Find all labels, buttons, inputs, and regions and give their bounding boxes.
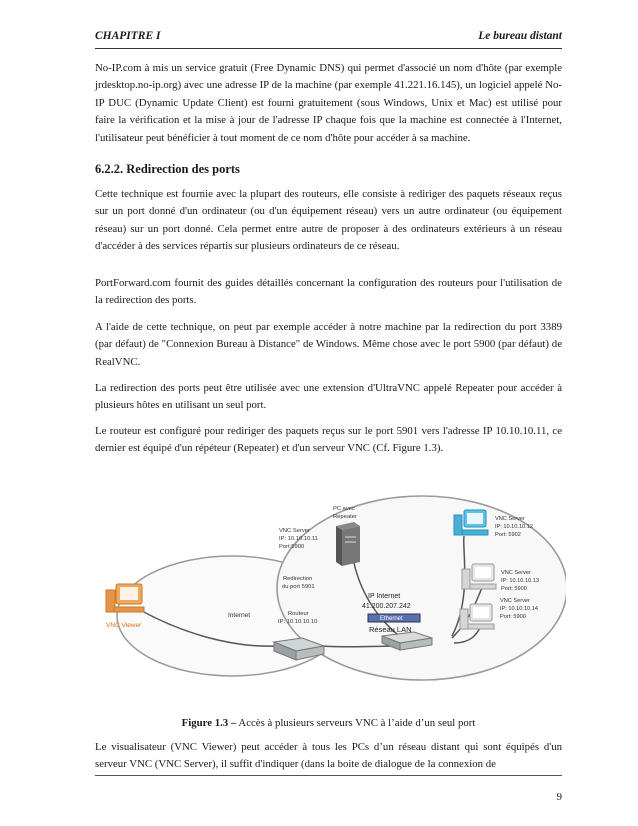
figure-caption bbox=[95, 717, 562, 729]
server2-port: Port: 5900 bbox=[501, 586, 527, 592]
lan-label: Réseau LAN bbox=[369, 625, 412, 634]
server2-name: VNC Server bbox=[501, 570, 531, 576]
section-title: Le bureau distant bbox=[478, 30, 562, 42]
server2-ip: IP: 10.10.10.13 bbox=[501, 578, 539, 584]
network-diagram bbox=[92, 488, 566, 700]
section-heading: 6.2.2. Redirection des ports bbox=[95, 162, 240, 176]
server3-ip: IP: 10.10.10.14 bbox=[500, 606, 538, 612]
main-server-name: VNC Server bbox=[279, 528, 310, 534]
header-rule bbox=[95, 48, 562, 49]
redirection-label-2: du port 5901 bbox=[282, 584, 315, 590]
routeur-ip: IP: 10.10.10.10 bbox=[278, 619, 318, 625]
paragraph-technique: Cette technique est fournie avec la plupart des routeurs, elle consiste à rediriger des paquets réseaux reçus sur un port donné d'un ordinateur (ou d'un équipement réseau) vers un autre ordinateur (ou équipement réseau) sur un port donné. Cela permet entre autre de proposer à des ordinateurs extérieurs à un réseau d'accéder à des services répartis sur plusieurs ordinateurs de ce réseau. bbox=[95, 188, 562, 253]
ip-internet-value: 41.200.207.242 bbox=[362, 603, 411, 610]
paragraph-example: A l'aide de cette technique, on peut par exemple accéder à notre machine par la redirection du port 3389 (par défaut) de "Connexion Bureau à Distance" de Windows. Même chose avec le port 5900 (par défaut) de RealVNC. bbox=[95, 321, 562, 368]
pc-repeater-label-2: Repeater bbox=[333, 514, 357, 520]
pc-repeater-label-1: PC avec bbox=[333, 506, 355, 512]
figure-caption-text: Accès à plusieurs serveurs VNC à l’aide d’un seul port bbox=[236, 717, 476, 729]
ip-internet-label: IP Internet bbox=[368, 593, 401, 600]
chapter-label: CHAPITRE I bbox=[95, 30, 161, 42]
routeur-label: Routeur bbox=[288, 611, 309, 617]
paragraph-viewer: Le visualisateur (VNC Viewer) peut accéder à tous les PCs d’un réseau distant qui sont équipés d'un serveur VNC (VNC Server), il suffit d'indiquer (dans la boite de dialogue de la connexion de bbox=[95, 741, 562, 771]
server1-port: Port: 5902 bbox=[495, 532, 521, 538]
footer-rule bbox=[95, 775, 562, 776]
link-router-switch bbox=[322, 646, 397, 647]
vnc-viewer-pc-icon bbox=[106, 584, 144, 612]
paragraph-repeater: La redirection des ports peut être utilisée avec une extension d'UltraVNC appelé Repeater pour accéder à plusieurs hôtes en utilisant un seul port. bbox=[95, 382, 562, 412]
paragraph-router: Le routeur est configuré pour rediriger des paquets reçus sur le port 5901 vers l'adresse IP 10.10.10.11, ce dernier est équipé d'un répéteur (Repeater) et d'un serveur VNC (Cf. Figure 1.3). bbox=[95, 425, 562, 455]
page-header bbox=[95, 28, 562, 46]
paragraph-portforward: PortForward.com fournit des guides détaillés concernant la configuration des routeurs pour l'utilisation de la redirection des ports. bbox=[95, 277, 562, 307]
server1-ip: IP: 10.10.10.12 bbox=[495, 524, 533, 530]
paragraph-noip: No-IP.com à mis un service gratuit (Free Dynamic DNS) qui permet d'associé un nom d'hôte (par exemple jrdesktop.no-ip.org) avec une adresse IP de la machine (par exemple 41.221.16.145), un logiciel appelé No-IP DUC (Dynamic Update Client) est fourni gratuitement (sous Windows, Unix et Mac) est utilisé pour faire la vérification et la mise à jour de l'adresse IP chaque fois que la machine est connectée à l'Internet, l'utilisateur peut bénéficier à tout moment de ce nom d'hôte pour accéder à sa machine. bbox=[95, 62, 562, 144]
ethernet-label: Ethernet bbox=[380, 616, 403, 622]
server3-name: VNC Server bbox=[500, 598, 530, 604]
server1-name: VNC Server bbox=[495, 516, 525, 522]
server3-port: Port: 5900 bbox=[500, 614, 526, 620]
repeater-tower-icon bbox=[336, 522, 360, 566]
redirection-label-1: Redirection bbox=[283, 576, 313, 582]
figure-caption-label: Figure 1.3 – bbox=[181, 717, 237, 729]
internet-label: Internet bbox=[228, 612, 251, 619]
vnc-viewer-label: VNC Viewer bbox=[106, 622, 142, 629]
main-server-ip: IP: 10.10.10.11 bbox=[279, 536, 318, 542]
main-server-port: Port:5900 bbox=[279, 544, 305, 550]
page-number: 9 bbox=[556, 791, 562, 803]
